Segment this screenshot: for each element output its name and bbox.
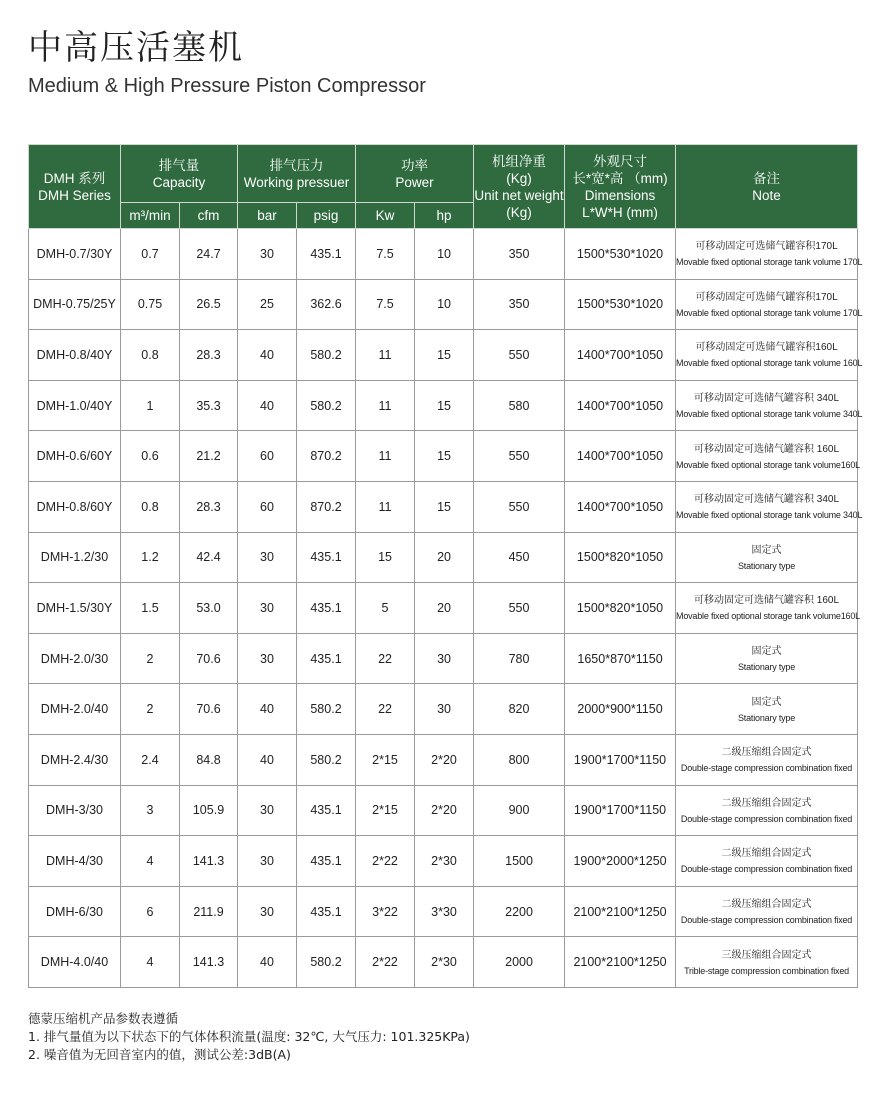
power-kw-cell: 15 bbox=[356, 532, 415, 583]
spec-table-body bbox=[29, 229, 863, 988]
note-en: Movable fixed optional storage tank volume 170L bbox=[676, 307, 863, 318]
power-hp-cell: 2*20 bbox=[415, 785, 474, 836]
table-row bbox=[29, 532, 858, 583]
pressure-bar-cell: 60 bbox=[238, 431, 297, 482]
power-hp-cell: 10 bbox=[415, 279, 474, 330]
capacity-cfm-cell: 42.4 bbox=[180, 532, 238, 583]
note-cell bbox=[676, 229, 863, 280]
capacity-m3-cell: 0.8 bbox=[121, 481, 180, 532]
note-cell bbox=[676, 380, 863, 431]
weight-cell: 550 bbox=[474, 583, 565, 634]
capacity-cfm-cell: 28.3 bbox=[180, 330, 238, 381]
note-en: Double-stage compression combination fixed bbox=[680, 915, 853, 926]
capacity-cfm-cell: 53.0 bbox=[180, 583, 238, 634]
note-cn: 可移动固定可选储气罐容积170L bbox=[695, 291, 838, 303]
pressure-psig-cell: 580.2 bbox=[297, 734, 356, 785]
capacity-cfm-cell: 70.6 bbox=[180, 684, 238, 735]
pressure-psig-cell: 435.1 bbox=[297, 633, 356, 684]
table-row bbox=[29, 481, 858, 532]
table-row bbox=[29, 380, 858, 431]
power-hp-cell: 15 bbox=[415, 380, 474, 431]
capacity-cfm-cell: 211.9 bbox=[180, 886, 238, 937]
pressure-psig-cell: 870.2 bbox=[297, 481, 356, 532]
pressure-psig-cell: 435.1 bbox=[297, 886, 356, 937]
unit-bar: bar bbox=[238, 203, 297, 229]
capacity-cfm-cell: 28.3 bbox=[180, 481, 238, 532]
model-cell: DMH-2.4/30 bbox=[29, 734, 121, 785]
pressure-psig-cell: 435.1 bbox=[297, 836, 356, 887]
capacity-m3-cell: 2 bbox=[121, 633, 180, 684]
note-cell bbox=[676, 532, 858, 583]
power-kw-cell: 11 bbox=[356, 380, 415, 431]
power-kw-cell: 2*15 bbox=[356, 734, 415, 785]
dimensions-cell: 1900*2000*1250 bbox=[565, 836, 676, 887]
weight-cell: 350 bbox=[474, 229, 565, 280]
capacity-m3-cell: 2 bbox=[121, 684, 180, 735]
note-cn: 二级压缩组合固定式 bbox=[721, 848, 812, 860]
power-hp-cell: 2*30 bbox=[415, 836, 474, 887]
power-kw-cell: 22 bbox=[356, 684, 415, 735]
power-hp-cell: 20 bbox=[415, 532, 474, 583]
page-title-cn: 中高压活塞机 bbox=[28, 28, 244, 68]
note-cn: 固定式 bbox=[751, 696, 782, 708]
dimensions-cell: 1400*700*1050 bbox=[565, 481, 676, 532]
pressure-psig-cell: 362.6 bbox=[297, 279, 356, 330]
note-en: Movable fixed optional storage tank volume160L bbox=[676, 459, 860, 470]
note-cn: 可移动固定可选储气罐容积 340L bbox=[694, 393, 840, 405]
note-cell bbox=[676, 734, 858, 785]
weight-cell: 1500 bbox=[474, 836, 565, 887]
power-kw-cell: 22 bbox=[356, 633, 415, 684]
note-en: Double-stage compression combination fixed bbox=[680, 763, 853, 774]
capacity-cfm-cell: 21.2 bbox=[180, 431, 238, 482]
power-hp-cell: 10 bbox=[415, 229, 474, 280]
capacity-cfm-cell: 141.3 bbox=[180, 937, 238, 988]
note-en: Movable fixed optional storage tank volume 170L bbox=[676, 257, 863, 268]
table-row bbox=[29, 431, 858, 482]
note-cell bbox=[676, 937, 858, 988]
power-hp-cell: 15 bbox=[415, 481, 474, 532]
model-cell: DMH-6/30 bbox=[29, 886, 121, 937]
note-en: Movable fixed optional storage tank volume160L bbox=[676, 611, 860, 622]
note-cn: 二级压缩组合固定式 bbox=[721, 747, 812, 759]
capacity-cfm-cell: 24.7 bbox=[180, 229, 238, 280]
power-kw-cell: 11 bbox=[356, 481, 415, 532]
weight-cell: 550 bbox=[474, 431, 565, 482]
weight-cell: 350 bbox=[474, 279, 565, 330]
pressure-bar-cell: 30 bbox=[238, 532, 297, 583]
power-kw-cell: 7.5 bbox=[356, 229, 415, 280]
note-cn: 可移动固定可选储气罐容积 160L bbox=[694, 595, 840, 607]
note-en: Trible-stage compression combination fixed bbox=[684, 965, 849, 976]
note-cell bbox=[676, 785, 858, 836]
table-row bbox=[29, 785, 858, 836]
pressure-psig-cell: 580.2 bbox=[297, 937, 356, 988]
note-cell bbox=[676, 481, 863, 532]
capacity-cfm-cell: 26.5 bbox=[180, 279, 238, 330]
weight-cell: 580 bbox=[474, 380, 565, 431]
note-cn: 可移动固定可选储气罐容积 340L bbox=[694, 494, 840, 506]
model-cell: DMH-2.0/40 bbox=[29, 684, 121, 735]
pressure-psig-cell: 580.2 bbox=[297, 330, 356, 381]
note-cn: 固定式 bbox=[751, 544, 782, 556]
dimensions-cell: 1650*870*1150 bbox=[565, 633, 676, 684]
note-cn: 固定式 bbox=[751, 646, 782, 658]
pressure-bar-cell: 40 bbox=[238, 734, 297, 785]
note-en: Double-stage compression combination fixed bbox=[680, 813, 853, 824]
note-cell bbox=[676, 330, 863, 381]
model-cell: DMH-0.75/25Y bbox=[29, 279, 121, 330]
model-cell: DMH-0.6/60Y bbox=[29, 431, 121, 482]
pressure-psig-cell: 580.2 bbox=[297, 380, 356, 431]
power-hp-cell: 30 bbox=[415, 633, 474, 684]
unit-kw: Kw bbox=[356, 203, 415, 229]
pressure-psig-cell: 870.2 bbox=[297, 431, 356, 482]
header-dimensions: 外观尺寸 长*宽*高 （mm) Dimensions L*W*H (mm) bbox=[565, 145, 676, 229]
capacity-m3-cell: 2.4 bbox=[121, 734, 180, 785]
pressure-bar-cell: 25 bbox=[238, 279, 297, 330]
note-en: Stationary type bbox=[738, 560, 796, 571]
capacity-m3-cell: 1.5 bbox=[121, 583, 180, 634]
power-kw-cell: 2*22 bbox=[356, 836, 415, 887]
capacity-m3-cell: 4 bbox=[121, 937, 180, 988]
note-cell bbox=[676, 836, 858, 887]
power-hp-cell: 15 bbox=[415, 330, 474, 381]
pressure-bar-cell: 40 bbox=[238, 380, 297, 431]
pressure-bar-cell: 40 bbox=[238, 330, 297, 381]
weight-cell: 800 bbox=[474, 734, 565, 785]
header-weight: 机组净重 (Kg) Unit net weight (Kg) bbox=[474, 145, 565, 229]
note-cn: 可移动固定可选储气罐容积 160L bbox=[694, 443, 840, 455]
model-cell: DMH-1.2/30 bbox=[29, 532, 121, 583]
dimensions-cell: 1400*700*1050 bbox=[565, 431, 676, 482]
note-cn: 三级压缩组合固定式 bbox=[721, 949, 812, 961]
capacity-m3-cell: 0.75 bbox=[121, 279, 180, 330]
dimensions-cell: 1500*530*1020 bbox=[565, 229, 676, 280]
table-row bbox=[29, 279, 858, 330]
note-en: Movable fixed optional storage tank volume 340L bbox=[676, 409, 863, 420]
footer-notes bbox=[28, 1010, 470, 1064]
capacity-cfm-cell: 35.3 bbox=[180, 380, 238, 431]
pressure-bar-cell: 30 bbox=[238, 229, 297, 280]
note-cell bbox=[676, 684, 858, 735]
note-cn: 二级压缩组合固定式 bbox=[721, 797, 812, 809]
header-pressure: 排气压力 Working pressuer bbox=[238, 145, 356, 203]
unit-psig: psig bbox=[297, 203, 356, 229]
model-cell: DMH-0.8/40Y bbox=[29, 330, 121, 381]
capacity-cfm-cell: 84.8 bbox=[180, 734, 238, 785]
page-title-en: Medium & High Pressure Piston Compressor bbox=[28, 75, 426, 97]
capacity-m3-cell: 4 bbox=[121, 836, 180, 887]
model-cell: DMH-1.5/30Y bbox=[29, 583, 121, 634]
power-kw-cell: 2*22 bbox=[356, 937, 415, 988]
note-cell bbox=[676, 886, 858, 937]
power-hp-cell: 15 bbox=[415, 431, 474, 482]
power-hp-cell: 20 bbox=[415, 583, 474, 634]
dimensions-cell: 2000*900*1150 bbox=[565, 684, 676, 735]
weight-cell: 550 bbox=[474, 330, 565, 381]
power-hp-cell: 30 bbox=[415, 684, 474, 735]
capacity-cfm-cell: 105.9 bbox=[180, 785, 238, 836]
capacity-m3-cell: 0.7 bbox=[121, 229, 180, 280]
capacity-m3-cell: 1.2 bbox=[121, 532, 180, 583]
pressure-bar-cell: 60 bbox=[238, 481, 297, 532]
footer-line: 德蒙压缩机产品参数表遵循 bbox=[28, 1011, 179, 1026]
capacity-m3-cell: 1 bbox=[121, 380, 180, 431]
table-row bbox=[29, 734, 858, 785]
note-cn: 可移动固定可选储气罐容积170L bbox=[695, 241, 838, 253]
unit-cfm: cfm bbox=[180, 203, 238, 229]
weight-cell: 780 bbox=[474, 633, 565, 684]
dimensions-cell: 1400*700*1050 bbox=[565, 330, 676, 381]
pressure-psig-cell: 580.2 bbox=[297, 684, 356, 735]
model-cell: DMH-2.0/30 bbox=[29, 633, 121, 684]
note-cell bbox=[676, 431, 858, 482]
pressure-psig-cell: 435.1 bbox=[297, 532, 356, 583]
note-en: Stationary type bbox=[738, 662, 796, 673]
power-hp-cell: 2*30 bbox=[415, 937, 474, 988]
power-kw-cell: 5 bbox=[356, 583, 415, 634]
table-row bbox=[29, 684, 858, 735]
pressure-bar-cell: 40 bbox=[238, 684, 297, 735]
weight-cell: 820 bbox=[474, 684, 565, 735]
weight-cell: 550 bbox=[474, 481, 565, 532]
header-note: 备注 Note bbox=[676, 145, 858, 229]
weight-cell: 450 bbox=[474, 532, 565, 583]
dimensions-cell: 1900*1700*1150 bbox=[565, 785, 676, 836]
model-cell: DMH-4.0/40 bbox=[29, 937, 121, 988]
model-cell: DMH-4/30 bbox=[29, 836, 121, 887]
note-en: Stationary type bbox=[738, 712, 796, 723]
header-series: DMH 系列 DMH Series bbox=[29, 145, 121, 229]
footer-line: 2. 噪音值为无回音室内的值，测试公差:3dB(A) bbox=[28, 1047, 291, 1062]
dimensions-cell: 1500*820*1050 bbox=[565, 583, 676, 634]
model-cell: DMH-3/30 bbox=[29, 785, 121, 836]
note-cn: 可移动固定可选储气罐容积160L bbox=[695, 342, 838, 354]
note-cell bbox=[676, 633, 858, 684]
weight-cell: 2000 bbox=[474, 937, 565, 988]
pressure-bar-cell: 30 bbox=[238, 886, 297, 937]
table-row bbox=[29, 836, 858, 887]
note-en: Movable fixed optional storage tank volume 340L bbox=[676, 510, 863, 521]
power-kw-cell: 11 bbox=[356, 431, 415, 482]
capacity-cfm-cell: 141.3 bbox=[180, 836, 238, 887]
model-cell: DMH-0.8/60Y bbox=[29, 481, 121, 532]
pressure-bar-cell: 30 bbox=[238, 633, 297, 684]
table-row bbox=[29, 886, 858, 937]
table-row bbox=[29, 583, 858, 634]
header-power: 功率 Power bbox=[356, 145, 474, 203]
power-kw-cell: 7.5 bbox=[356, 279, 415, 330]
weight-cell: 2200 bbox=[474, 886, 565, 937]
capacity-m3-cell: 0.8 bbox=[121, 330, 180, 381]
model-cell: DMH-1.0/40Y bbox=[29, 380, 121, 431]
unit-m3min: m³/min bbox=[121, 203, 180, 229]
pressure-bar-cell: 30 bbox=[238, 785, 297, 836]
power-hp-cell: 2*20 bbox=[415, 734, 474, 785]
weight-cell: 900 bbox=[474, 785, 565, 836]
power-kw-cell: 2*15 bbox=[356, 785, 415, 836]
model-cell: DMH-0.7/30Y bbox=[29, 229, 121, 280]
dimensions-cell: 1500*820*1050 bbox=[565, 532, 676, 583]
pressure-bar-cell: 40 bbox=[238, 937, 297, 988]
table-row bbox=[29, 229, 858, 280]
power-kw-cell: 11 bbox=[356, 330, 415, 381]
note-en: Movable fixed optional storage tank volume 160L bbox=[676, 358, 863, 369]
table-row bbox=[29, 937, 858, 988]
note-cn: 二级压缩组合固定式 bbox=[721, 899, 812, 911]
dimensions-cell: 1400*700*1050 bbox=[565, 380, 676, 431]
dimensions-cell: 2100*2100*1250 bbox=[565, 886, 676, 937]
capacity-m3-cell: 6 bbox=[121, 886, 180, 937]
footer-line: 1. 排气量值为以下状态下的气体体积流量(温度: 32℃, 大气压力: 101.325KPa) bbox=[28, 1029, 470, 1044]
capacity-m3-cell: 0.6 bbox=[121, 431, 180, 482]
power-hp-cell: 3*30 bbox=[415, 886, 474, 937]
power-kw-cell: 3*22 bbox=[356, 886, 415, 937]
pressure-bar-cell: 30 bbox=[238, 836, 297, 887]
unit-hp: hp bbox=[415, 203, 474, 229]
capacity-cfm-cell: 70.6 bbox=[180, 633, 238, 684]
table-row bbox=[29, 330, 858, 381]
spec-table bbox=[28, 144, 863, 988]
note-cell bbox=[676, 279, 863, 330]
pressure-bar-cell: 30 bbox=[238, 583, 297, 634]
pressure-psig-cell: 435.1 bbox=[297, 229, 356, 280]
note-en: Double-stage compression combination fixed bbox=[680, 864, 853, 875]
note-cell bbox=[676, 583, 858, 634]
dimensions-cell: 2100*2100*1250 bbox=[565, 937, 676, 988]
pressure-psig-cell: 435.1 bbox=[297, 583, 356, 634]
header-capacity: 排气量 Capacity bbox=[121, 145, 238, 203]
table-row bbox=[29, 633, 858, 684]
dimensions-cell: 1500*530*1020 bbox=[565, 279, 676, 330]
pressure-psig-cell: 435.1 bbox=[297, 785, 356, 836]
dimensions-cell: 1900*1700*1150 bbox=[565, 734, 676, 785]
capacity-m3-cell: 3 bbox=[121, 785, 180, 836]
